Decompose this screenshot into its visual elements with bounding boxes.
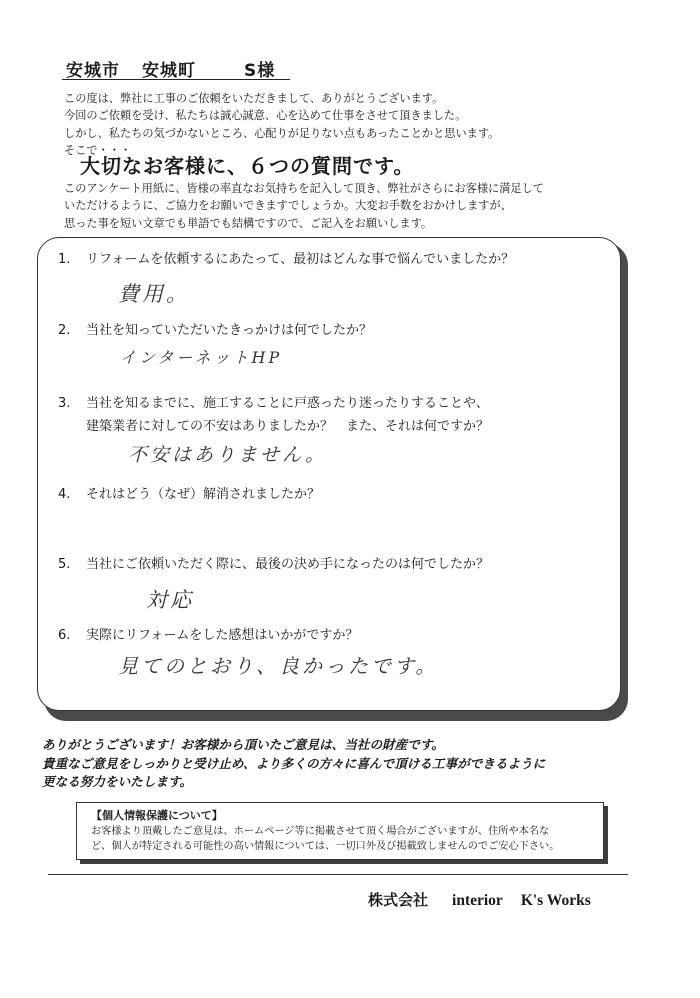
question-5: [58, 553, 489, 572]
privacy-body: [91, 824, 559, 854]
privacy-title: 【個人情報保護について】: [91, 809, 223, 822]
request-line: いただけるように、ご協力をお願いできますでしょうか。大変お手数をおかけしますが、: [64, 199, 512, 213]
intro-line: 今回のご依頼を受け、私たちは誠心誠意、心を込めて仕事をさせて頂きました。: [64, 109, 467, 123]
customer-name: [66, 56, 275, 81]
answer-3: 不安はありません。: [128, 444, 328, 466]
question-text-line2: 建築業者に対しての不安はありましたか？ また、それは何ですか？: [86, 419, 490, 434]
company-prefix: 株式会社: [368, 891, 429, 909]
customer-underline: [62, 79, 290, 80]
question-text: それはどう（なぜ）解消されましたか？: [86, 487, 321, 502]
company-name-part1: interior: [452, 892, 503, 909]
question-number: 4.: [58, 487, 71, 502]
privacy-notice: [76, 802, 604, 860]
thanks-message: [42, 736, 545, 792]
question-3: [58, 392, 489, 434]
privacy-line: ど、個人が特定される可能性の高い情報については、一切口外及び掲載致しませんのでご安心下さい。: [91, 841, 560, 852]
question-text: 当社にご依頼いただく際に、最後の決め手になったのは何でしたか？: [86, 557, 490, 572]
headline: 大切なお客様に、６つの質問です。: [80, 154, 415, 178]
question-number: 2.: [58, 323, 71, 338]
intro-line: この度は、弊社に工事のご依頼をいただきまして、ありがとうございます。: [64, 92, 444, 105]
question-text: 当社を知っていただいたきっかけは何でしたか？: [86, 323, 373, 338]
answer-6: 見てのとおり、良かったです。: [118, 654, 439, 678]
answer-2: インターネットHP: [120, 348, 283, 367]
company-name: [368, 889, 591, 910]
question-text: 実際にリフォームをした感想はいかがですか？: [86, 628, 359, 643]
answer-1: 費用。: [118, 282, 190, 306]
customer-city: 安城市: [66, 61, 120, 81]
intro-line: そこで・・・: [64, 144, 132, 158]
request-line: 思った事を短い文章でも単語でも結構ですので、ご記入をお願いします。: [64, 216, 433, 230]
question-6: [58, 624, 358, 643]
question-number: 6.: [58, 628, 71, 643]
thanks-line: 貴重なご意見をしっかりと受け止め、より多くの方々に喜んで頂ける工事ができるように: [42, 755, 546, 771]
intro-line: しかし、私たちの気づかないところ、心配りが足りない点もあったことかと思います。: [64, 126, 500, 140]
question-text: リフォームを依頼するにあたって、最初はどんな事で悩んでいましたか？: [86, 252, 515, 267]
privacy-line: お客様より頂戴したご意見は、ホームページ等に掲載させて頂く場合がございますが、住所や本名な: [91, 826, 550, 837]
request-paragraph: [64, 180, 544, 232]
thanks-line: 更なる努力をいたします。: [42, 774, 193, 789]
customer-honorific-name: S様: [244, 61, 276, 81]
question-text: 当社を知るまでに、施工することに戸惑ったり迷ったりすることや、: [86, 396, 489, 411]
answer-5: 対応: [146, 588, 194, 612]
request-line: このアンケート用紙に、皆様の率直なお気持ちを記入して頂き、弊社がさらにお客様に満足して: [64, 182, 544, 195]
question-4: [58, 483, 320, 502]
question-2: [58, 319, 372, 338]
company-name-part2: K's Works: [520, 892, 591, 909]
question-number: 1.: [58, 252, 71, 267]
question-number: 5.: [58, 557, 71, 572]
question-number: 3.: [58, 396, 71, 411]
question-1: [58, 248, 514, 267]
customer-town: 安城町: [142, 61, 196, 81]
footer-divider: [48, 874, 628, 875]
thanks-line: ありがとうございます！お客様から頂いたご意見は、当社の財産です。: [42, 737, 444, 752]
